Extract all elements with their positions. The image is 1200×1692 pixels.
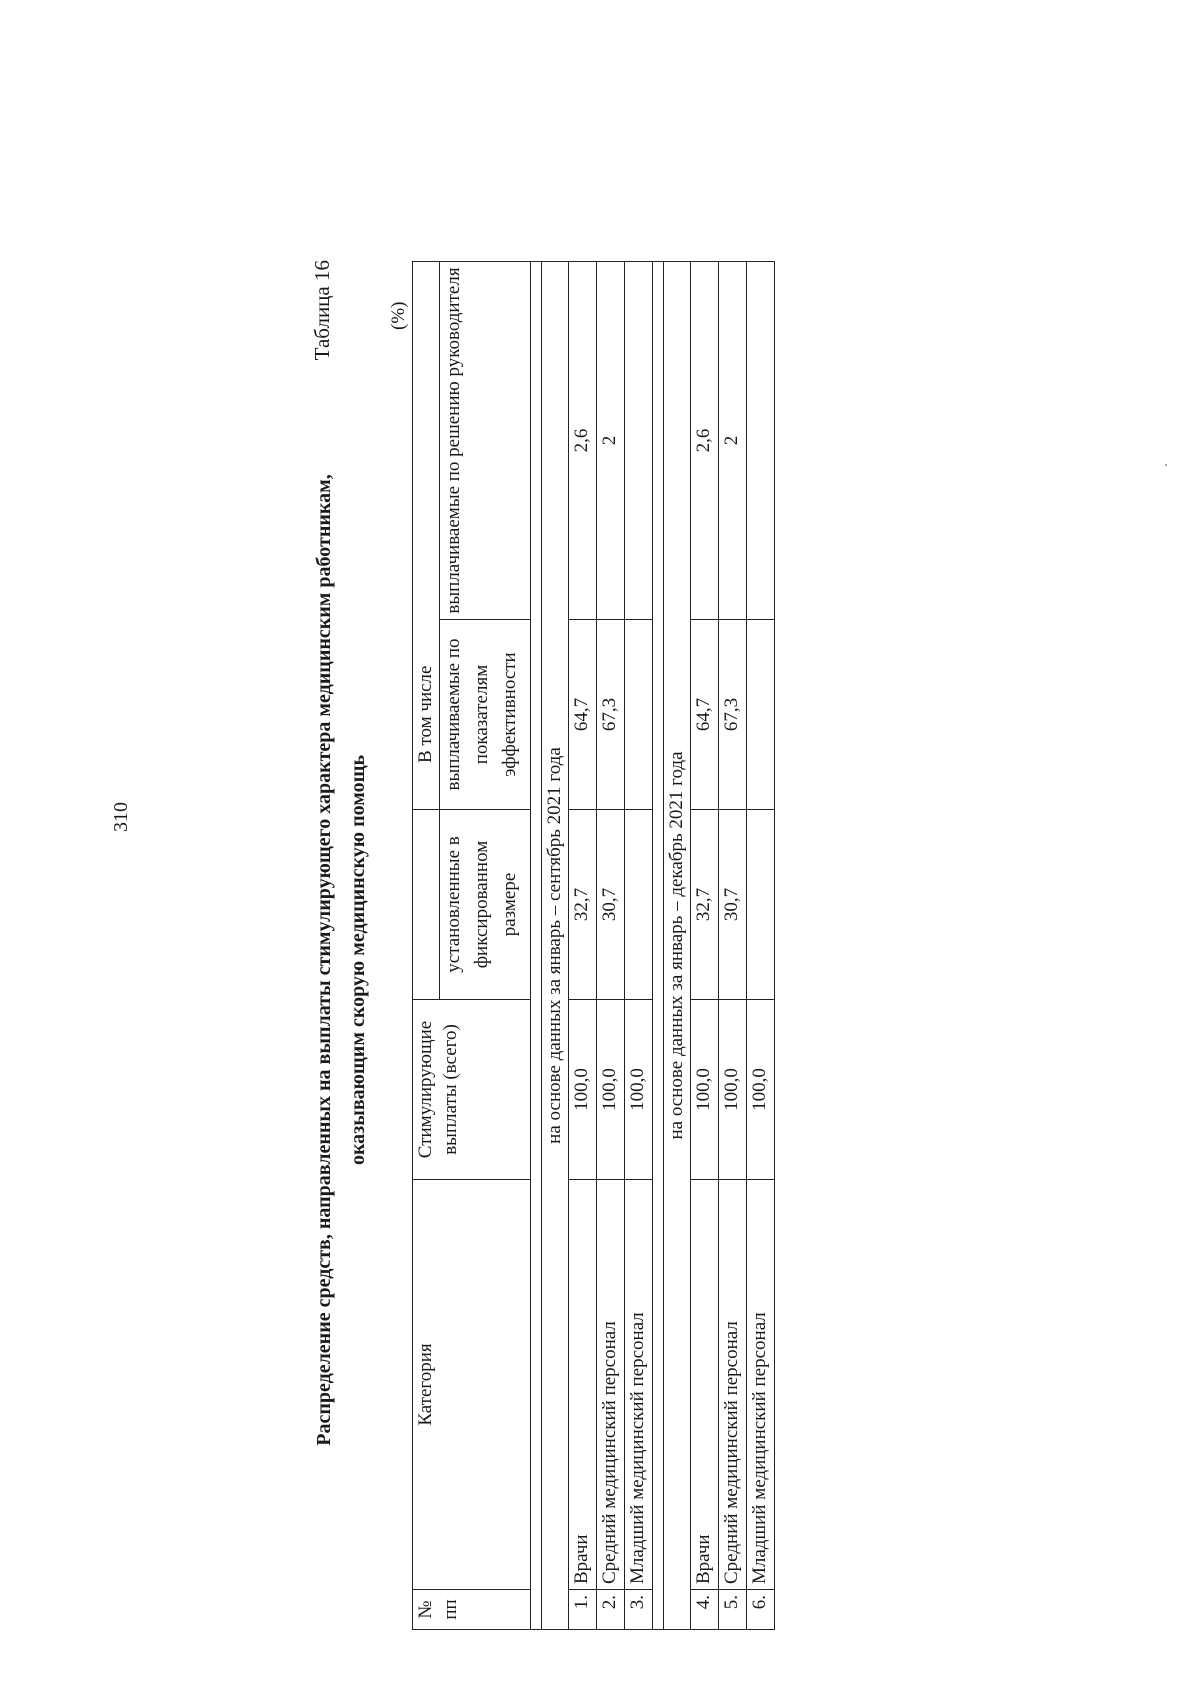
section-title-row	[664, 262, 691, 1630]
row-number: 6.	[747, 1590, 775, 1630]
table-row	[597, 262, 625, 1630]
row-total: 100,0	[747, 1000, 775, 1180]
row-category: Младший медицинский персонал	[625, 1180, 653, 1590]
row-total: 100,0	[625, 1000, 653, 1180]
row-efficiency	[625, 620, 653, 810]
header-head-decision: выплачиваемые по решению руководителя	[440, 262, 531, 620]
header-fixed: установленные в фиксированном размере	[440, 810, 531, 1000]
row-head-decision	[625, 262, 653, 620]
row-category: Средний медицинский персонал	[719, 1180, 747, 1590]
row-number: 3.	[625, 1590, 653, 1630]
data-table	[412, 261, 775, 1630]
row-category: Врачи	[569, 1180, 597, 1590]
table-row	[569, 262, 597, 1630]
title-line-1: Распределение средств, направленных на выплаты стимулирующего характера медицинским работникам,	[313, 474, 335, 1446]
page-number: 310	[110, 802, 132, 832]
separator	[531, 262, 542, 1630]
header-number	[413, 1590, 531, 1630]
row-head-decision: 2,6	[569, 262, 597, 620]
row-fixed	[625, 810, 653, 1000]
table-row	[747, 262, 775, 1630]
header-blank	[413, 810, 440, 1000]
header-number-line1: №	[415, 1600, 436, 1619]
table-label: Таблица 16	[310, 260, 334, 361]
row-total: 100,0	[691, 1000, 719, 1180]
row-category: Младший медицинский персонал	[747, 1180, 775, 1590]
row-fixed: 32,7	[569, 810, 597, 1000]
row-category: Средний медицинский персонал	[597, 1180, 625, 1590]
row-category: Врачи	[691, 1180, 719, 1590]
unit-label: (%)	[388, 301, 409, 330]
header-including: В том числе	[413, 620, 440, 810]
row-efficiency: 67,3	[719, 620, 747, 810]
table-row	[625, 262, 653, 1630]
row-total: 100,0	[569, 1000, 597, 1180]
row-fixed: 30,7	[719, 810, 747, 1000]
row-head-decision	[747, 262, 775, 620]
row-efficiency: 64,7	[569, 620, 597, 810]
separator	[653, 262, 664, 1630]
row-efficiency: 64,7	[691, 620, 719, 810]
row-fixed: 32,7	[691, 810, 719, 1000]
row-number: 2.	[597, 1590, 625, 1630]
row-head-decision: 2	[719, 262, 747, 620]
header-category: Категория	[413, 1180, 531, 1590]
section-title: на основе данных за январь – сентябрь 2021 года	[542, 262, 569, 1630]
row-efficiency: 67,3	[597, 620, 625, 810]
row-head-decision: 2,6	[691, 262, 719, 620]
scan-speck	[1165, 464, 1167, 466]
row-head-decision: 2	[597, 262, 625, 620]
row-number: 4.	[691, 1590, 719, 1630]
header-number-line2: пп	[440, 1599, 461, 1620]
row-number: 5.	[719, 1590, 747, 1630]
row-fixed	[747, 810, 775, 1000]
row-number: 1.	[569, 1590, 597, 1630]
table-row	[719, 262, 747, 1630]
header-total: Стимулирующие выплаты (всего)	[413, 1000, 531, 1180]
section-title: на основе данных за январь – декабрь 2021 года	[664, 262, 691, 1630]
title-line-2: оказывающим скорую медицинскую помощь	[347, 754, 369, 1166]
header-including-span	[413, 262, 440, 620]
row-efficiency	[747, 620, 775, 810]
row-total: 100,0	[597, 1000, 625, 1180]
rotated-page-content	[310, 260, 1160, 1660]
section-title-row	[542, 262, 569, 1630]
row-fixed: 30,7	[597, 810, 625, 1000]
table-row	[691, 262, 719, 1630]
row-total: 100,0	[719, 1000, 747, 1180]
header-efficiency: выплачиваемые по показателям эффективности	[440, 620, 531, 810]
